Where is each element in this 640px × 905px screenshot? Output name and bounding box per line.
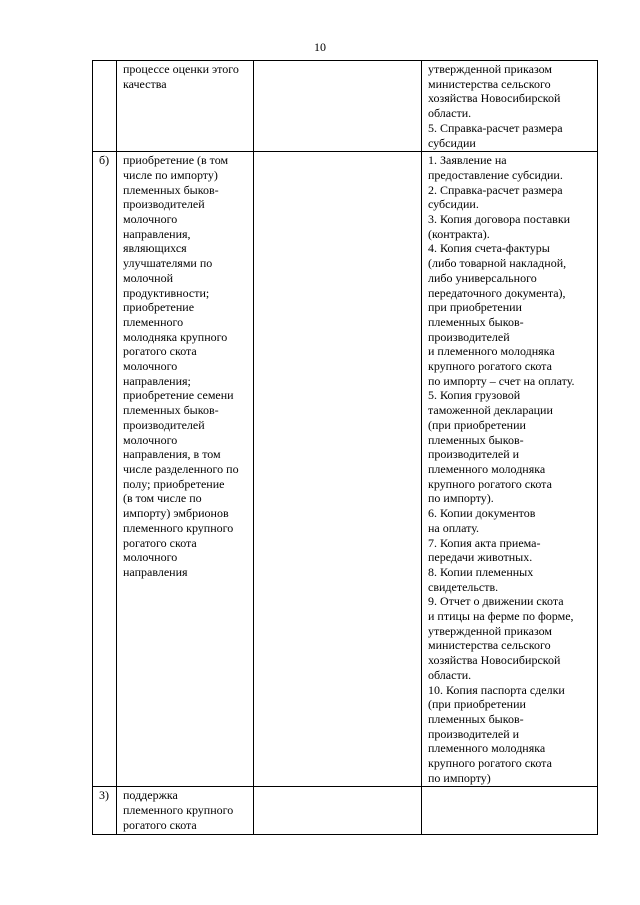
documents-line: крупного рогатого скота — [428, 756, 552, 771]
documents-cell — [422, 61, 598, 152]
documents-line: 7. Копия акта приема- — [428, 535, 541, 550]
documents-line: либо универсального — [428, 270, 537, 285]
direction-line: числе по импорту) — [123, 167, 218, 182]
row-number: 3) — [99, 788, 109, 803]
direction-line: полу; приобретение — [123, 476, 225, 491]
documents-line: 3. Копия договора поставки — [428, 212, 571, 227]
documents-line: передачи животных. — [428, 550, 533, 565]
documents-line: министерства сельского — [428, 638, 551, 653]
direction-line: приобретение — [123, 300, 195, 315]
direction-line: (в том числе по — [123, 491, 202, 506]
direction-line: приобретение семени — [123, 388, 234, 403]
documents-line: 1. Заявление на — [428, 153, 507, 168]
direction-line: поддержка — [123, 788, 178, 803]
direction-line: числе разделенного по — [123, 461, 239, 476]
documents-line: хозяйства Новосибирской — [428, 91, 561, 106]
direction-line: племенного — [123, 314, 184, 329]
documents-line: области. — [428, 667, 472, 682]
direction-line: племенных быков- — [123, 403, 219, 418]
direction-line: рогатого скота — [123, 344, 197, 359]
documents-line: субсидии. — [428, 197, 479, 212]
documents-cell — [422, 787, 598, 834]
direction-line: импорту) эмбрионов — [123, 506, 229, 521]
direction-line: направления; — [123, 373, 191, 388]
documents-line: 5. Копия грузовой — [428, 388, 521, 403]
documents-line: 4. Копия счета-фактуры — [428, 241, 550, 256]
documents-line: по импорту – счет на оплату. — [428, 373, 575, 388]
direction-cell — [117, 61, 254, 152]
direction-line: рогатого скота — [123, 535, 197, 550]
direction-line: племенных быков- — [123, 182, 219, 197]
documents-line: производителей и — [428, 726, 520, 741]
direction-line: процессе оценки этого — [123, 62, 239, 76]
documents-line: крупного рогатого скота — [428, 359, 552, 374]
documents-cell — [422, 152, 598, 787]
direction-line: направления — [123, 564, 188, 579]
direction-line: молочного — [123, 212, 178, 227]
documents-line: (либо товарной накладной, — [428, 256, 567, 271]
middle-cell — [254, 61, 422, 152]
direction-line: приобретение (в том — [123, 153, 229, 168]
documents-line: при приобретении — [428, 300, 522, 315]
direction-line: качества — [123, 76, 167, 91]
documents-line: 10. Копия паспорта сделки — [428, 682, 565, 697]
table-row — [93, 61, 598, 152]
documents-line: субсидии — [428, 135, 476, 150]
documents-line: крупного рогатого скота — [428, 476, 552, 491]
documents-line: передаточного документа), — [428, 285, 566, 300]
documents-line: племенного молодняка — [428, 461, 546, 476]
direction-line: производителей — [123, 417, 205, 432]
documents-line: племенных быков- — [428, 314, 524, 329]
direction-line: молодняка крупного — [123, 329, 228, 344]
row-number-cell — [93, 61, 117, 152]
documents-line: 6. Копии документов — [428, 506, 536, 521]
documents-line: области. — [428, 106, 472, 121]
direction-line: улучшателями по — [123, 256, 213, 271]
documents-line: и птицы на ферме по форме, — [428, 609, 574, 624]
documents-line: утвержденной приказом — [428, 623, 553, 638]
documents-line: племенных быков- — [428, 432, 524, 447]
direction-line: молочного — [123, 359, 178, 374]
documents-line: производителей — [428, 329, 510, 344]
documents-line: на оплату. — [428, 520, 480, 535]
direction-line: направления, — [123, 226, 191, 241]
documents-line: по импорту). — [428, 491, 494, 506]
documents-line: (при приобретении — [428, 697, 526, 712]
middle-cell — [254, 787, 422, 834]
documents-line: таможенной декларации — [428, 403, 553, 418]
documents-line: 2. Справка-расчет размера — [428, 182, 563, 197]
row-number: б) — [99, 153, 110, 168]
direction-cell — [117, 152, 254, 787]
table-row — [93, 787, 598, 834]
direction-line: племенного крупного — [123, 803, 234, 818]
documents-line: (контракта). — [428, 226, 490, 241]
documents-line: предоставление субсидии. — [428, 167, 563, 182]
documents-line: министерства сельского — [428, 76, 551, 91]
direction-line: молочной — [123, 270, 173, 285]
documents-line: (при приобретении — [428, 417, 526, 432]
direction-line: племенного крупного — [123, 520, 234, 535]
row-number-cell — [93, 152, 117, 787]
documents-line: племенного молодняка — [428, 741, 546, 756]
documents-line: 5. Справка-расчет размера — [428, 120, 563, 135]
page-number: 10 — [314, 40, 326, 54]
direction-line: молочного — [123, 550, 178, 565]
direction-cell — [117, 787, 254, 834]
documents-line: по импорту) — [428, 770, 491, 785]
table-row — [93, 152, 598, 787]
direction-line: являющихся — [123, 241, 187, 256]
direction-line: продуктивности; — [123, 285, 210, 300]
row-number-cell — [93, 787, 117, 834]
direction-line: рогатого скота — [123, 817, 197, 832]
documents-line: утвержденной приказом — [428, 62, 553, 76]
direction-line: молочного — [123, 432, 178, 447]
documents-line: 9. Отчет о движении скота — [428, 594, 564, 609]
direction-line: направления, в том — [123, 447, 221, 462]
direction-line: производителей — [123, 197, 205, 212]
documents-line: хозяйства Новосибирской — [428, 653, 561, 668]
documents-line: производителей и — [428, 447, 520, 462]
documents-line: племенных быков- — [428, 711, 524, 726]
documents-line: свидетельств. — [428, 579, 499, 594]
documents-line: 8. Копии племенных — [428, 564, 534, 579]
subsidy-documents-table — [92, 60, 598, 835]
middle-cell — [254, 152, 422, 787]
documents-line: и племенного молодняка — [428, 344, 555, 359]
